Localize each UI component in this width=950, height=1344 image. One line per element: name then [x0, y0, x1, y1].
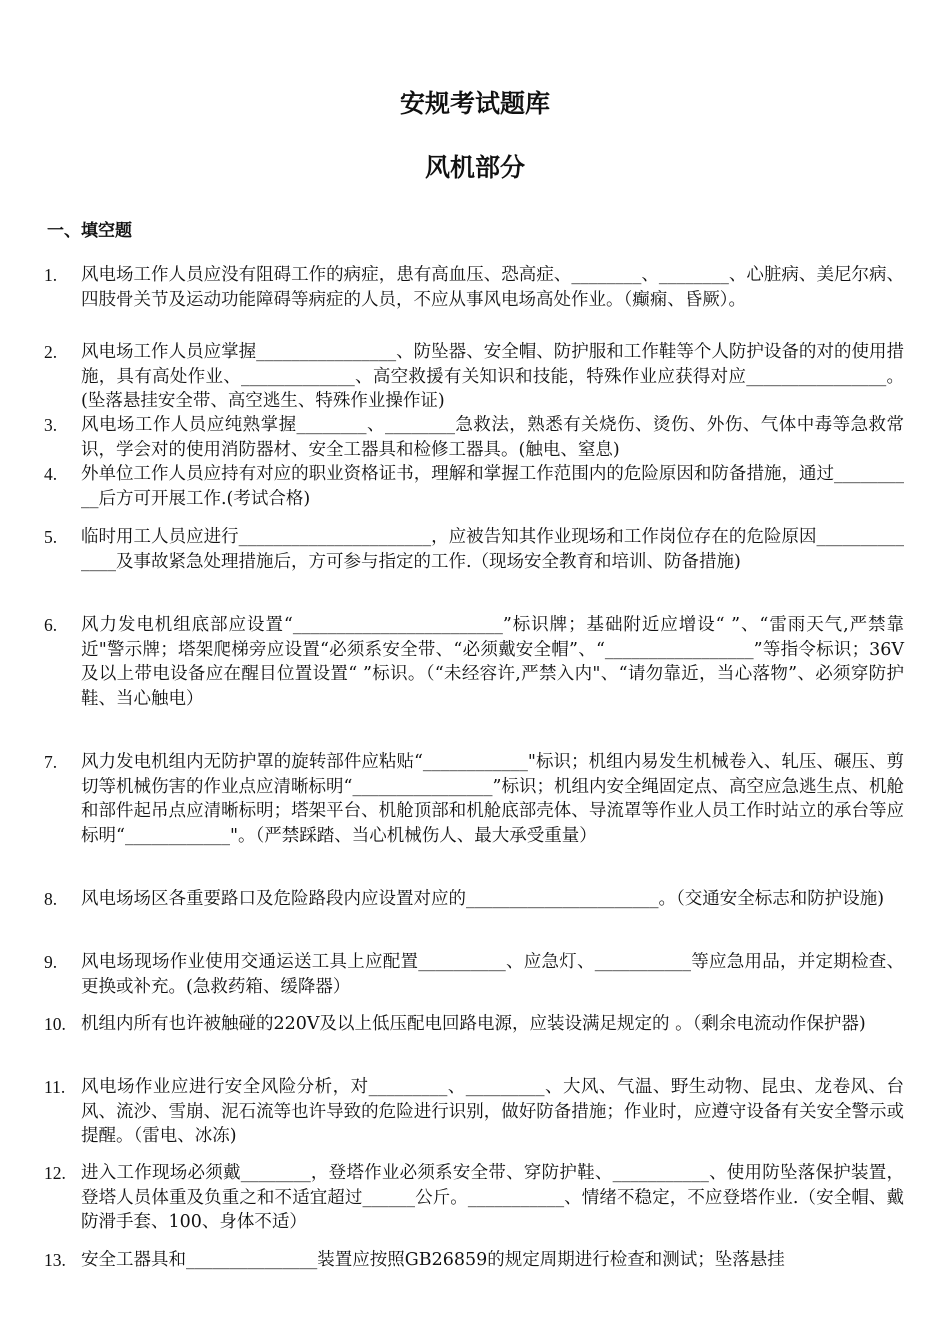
question-text: 风电场工作人员应纯熟掌握________、________急救法，熟悉有关烧伤、烫伤、外伤、气体中毒等急救常识，学会对的使用消防器材、安全工器具和检修工器具。(触电、窒息) [81, 415, 904, 460]
question-number: 7. [44, 752, 58, 772]
question-text: 外单位工作人员应持有对应的职业资格证书，理解和掌握工作范围内的危险原因和防备措施，通过__________后方可开展工作.(考试合格) [81, 464, 904, 509]
question-text: 机组内所有也许被触碰的220V及以上低压配电回路电源，应装设满足规定的 。（剩余电流动作保护器) [81, 1014, 866, 1034]
question-text: 进入工作现场必须戴________，登塔作业必须系安全带、穿防护鞋、___________、使用防坠落保护装置，登塔人员体重及负重之和不适宜超过______公斤。___________、情绪不稳定，不应登塔作业.（安全帽、戴防滑手套、100、身体不适） [81, 1163, 904, 1232]
question-text: 安全工器具和_______________装置应按照GB26859的规定周期进行检查和测试；坠落悬挂 [81, 1250, 785, 1270]
question-text: 风电场现场作业使用交通运送工具上应配置__________、应急灯、___________等应急用品，并定期检查、更换或补充。(急救药箱、缓降器） [81, 952, 904, 997]
question-number: 8. [44, 889, 58, 909]
question-text: 风电场场区各重要路口及危险路段内应设置对应的______________________。（交通安全标志和防护设施) [81, 889, 885, 909]
question-number: 12. [44, 1163, 66, 1183]
question-number: 1. [44, 265, 58, 285]
question-text: 风电场工作人员应没有阻碍工作的病症，患有高血压、恐高症、________、________、心脏病、美尼尔病、四肢骨关节及运动功能障碍等病症的人员，不应从事风电场高处作业。（癫痫、昏厥）。 [81, 265, 904, 310]
section-heading: 一、填空题 [47, 221, 132, 241]
question-text: 临时用工人员应进行______________________，应被告知其作业现场和工作岗位存在的危险原因______________及事故紧急处理措施后，方可参与指定的工作.（现场安全教育和培训、防备措施) [81, 527, 904, 572]
question-number: 11. [44, 1077, 66, 1097]
question-number: 2. [44, 342, 58, 362]
question-text: 风电场作业应进行安全风险分析，对_________、_________、大风、气温、野生动物、昆虫、龙卷风、台风、流沙、雪崩、泥石流等也许导致的危险进行识别，做好防备措施；作业时，应遵守设备有关安全警示或提醒。（雷电、冰冻) [81, 1077, 904, 1146]
question-text: 风电场工作人员应掌握________________、防坠器、安全帽、防护服和工作鞋等个人防护设备的对的使用措施，具有高处作业、_____________、高空救援有关知识和技能，特殊作业应获得对应________________。(坠落悬挂安全带、高空逃生、特殊作业操作证) [81, 342, 904, 411]
question-number: 6. [44, 615, 58, 635]
question-number: 13. [44, 1250, 66, 1270]
page-title: 安规考试题库 [399, 89, 550, 118]
page-subtitle: 风机部分 [424, 153, 525, 182]
question-number: 4. [44, 464, 58, 484]
question-text: 风力发电机组底部应设置“________________________”标识牌；基础附近应增设“ ”、“雷雨天气,严禁靠近"警示牌；塔架爬梯旁应设置“必须系安全带、“必须戴安全帽”、“_________________”等指令标识；36V及以上带电设备应在醒目位置设置“ ”标识。（“未经容许,严禁入内"、“请勿靠近，当心落物”、必须穿防护鞋、当心触电） [81, 615, 904, 709]
question-number: 3. [44, 415, 58, 435]
question-number: 9. [44, 952, 58, 972]
question-text: 风力发电机组内无防护罩的旋转部件应粘贴“____________"标识；机组内易发生机械卷入、轧压、碾压、剪切等机械伤害的作业点应清晰标明“________________”标识；机组内安全绳固定点、高空应急逃生点、机舱和部件起吊点应清晰标明；塔架平台、机舱顶部和机舱底部壳体、导流罩等作业人员工作时站立的承台等应标明“____________"。（严禁踩踏、当心机械伤人、最大承受重量） [81, 752, 904, 846]
question-number: 5. [44, 527, 58, 547]
question-number: 10. [44, 1014, 66, 1034]
